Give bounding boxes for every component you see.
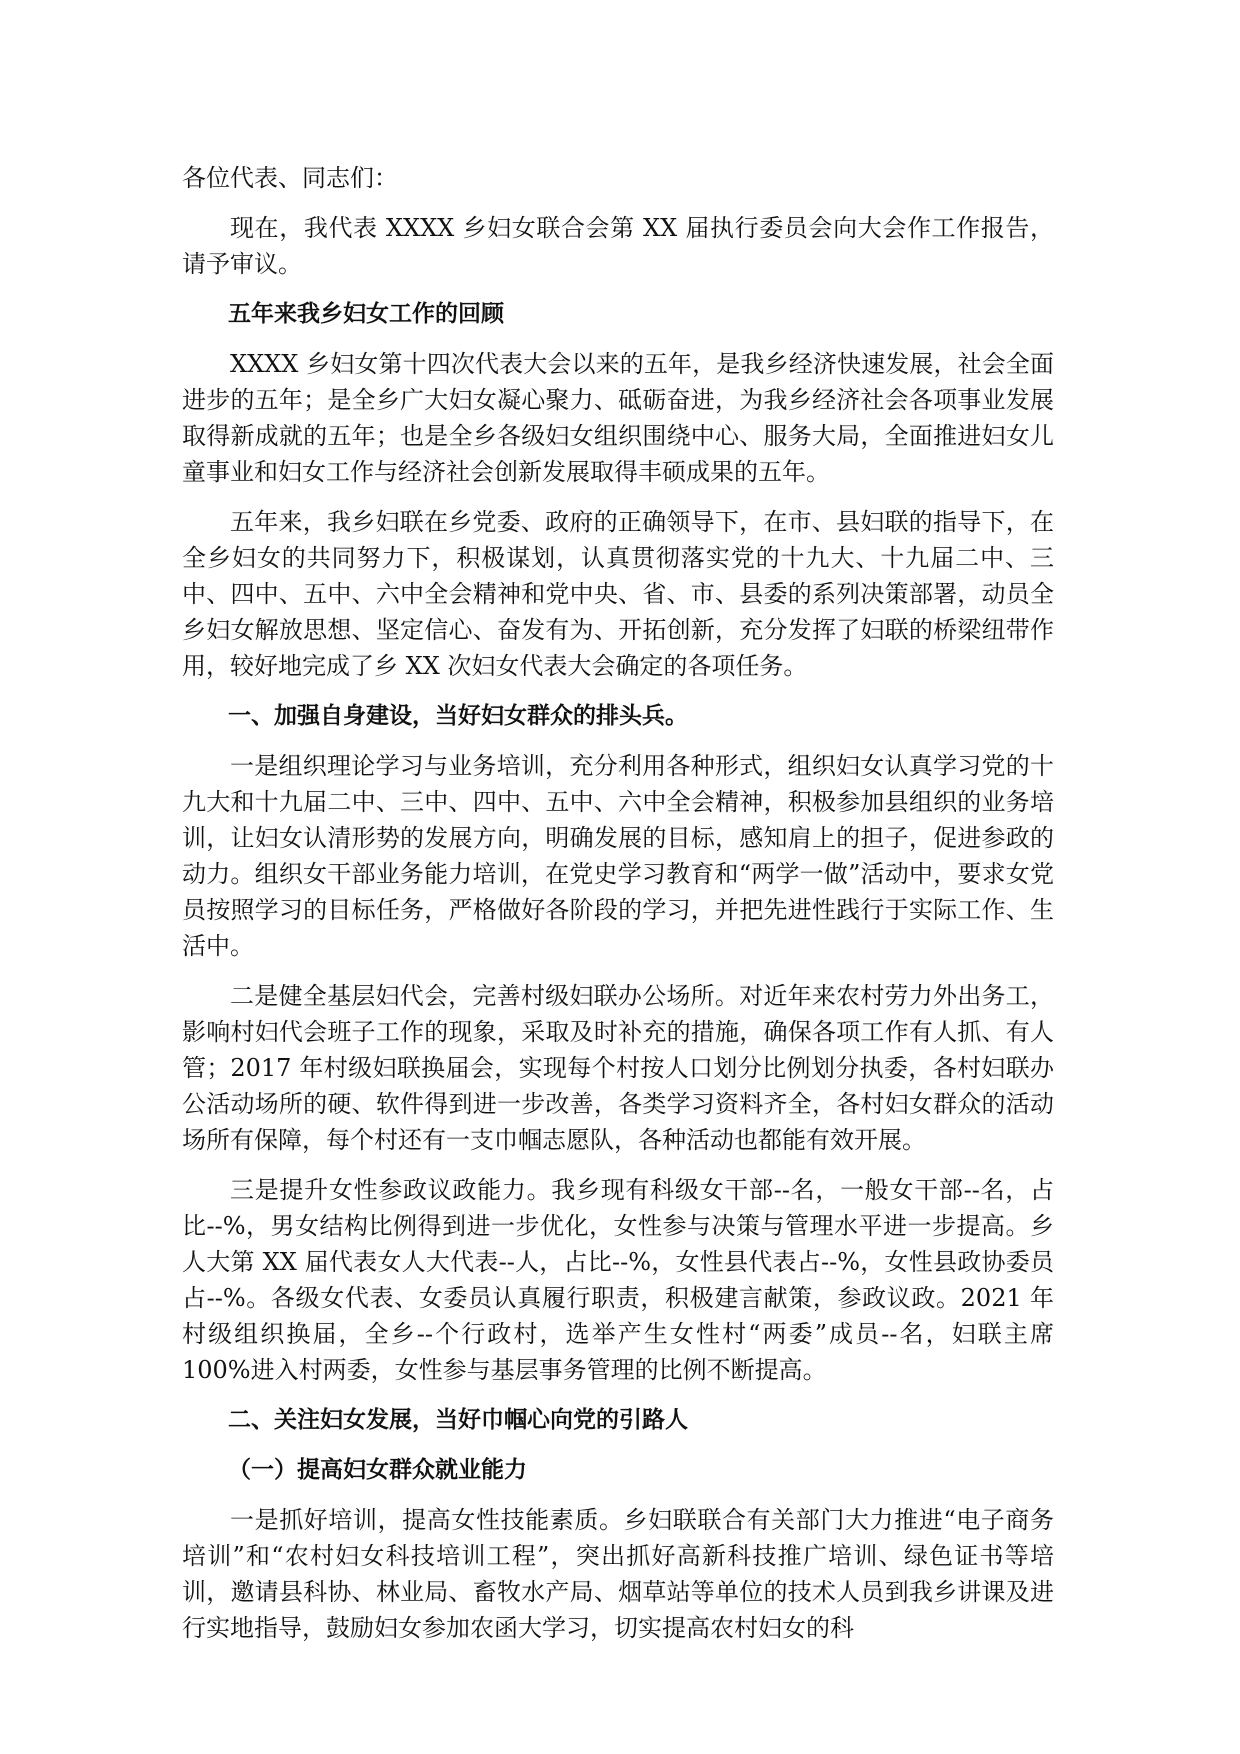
- document-body: [182, 160, 1054, 1660]
- section-2-paragraph-1: 一是抓好培训，提高女性技能素质。乡妇联联合有关部门大力推进“电子商务培训”和“农村妇女科技培训工程”，突出抓好高新科技推广培训、绿色证书等培训，邀请县科协、林业局、畜牧水产局、烟草站等单位的技术人员到我乡讲课及进行实地指导，鼓励妇女参加农函大学习，切实提高农村妇女的科: [182, 1506, 1054, 1642]
- review-paragraph-1: XXXX 乡妇女第十四次代表大会以来的五年，是我乡经济快速发展，社会全面进步的五年；是全乡广大妇女凝心聚力、砥砺奋进，为我乡经济社会各项事业发展取得新成就的五年；也是全乡各级妇女组织围绕中心、服务大局，全面推进妇女儿童事业和妇女工作与经济社会创新发展取得丰硕成果的五年。: [182, 350, 1054, 486]
- intro-paragraph: 现在，我代表 XXXX 乡妇女联合会第 XX 届执行委员会向大会作工作报告，请予审议。: [182, 214, 1054, 278]
- subsection-heading-2-1: （一）提高妇女群众就业能力: [228, 1457, 527, 1483]
- section-1-paragraph-3: 三是提升女性参政议政能力。我乡现有科级女干部--名，一般女干部--名，占比--%，男女结构比例得到进一步优化，女性参与决策与管理水平进一步提高。乡人大第 XX 届代表女人大代表--人，占比--%，女性县代表占--%，女性县政协委员占--%。各级女代表、女委员认真履行职责，积极建言献策，参政议政。2021 年村级组织换届，全乡--个行政村，选举产生女性村“两委”成员--名，妇联主席 100%进入村两委，女性参与基层事务管理的比例不断提高。: [182, 1176, 1054, 1384]
- section-heading-2: 二、关注妇女发展，当好巾帼心向党的引路人: [228, 1407, 688, 1433]
- review-paragraph-2: 五年来，我乡妇联在乡党委、政府的正确领导下，在市、县妇联的指导下，在全乡妇女的共同努力下，积极谋划，认真贯彻落实党的十九大、十九届二中、三中、四中、五中、六中全会精神和党中央、省、市、县委的系列决策部署，动员全乡妇女解放思想、坚定信心、奋发有为、开拓创新，充分发挥了妇联的桥梁纽带作用，较好地完成了乡 XX 次妇女代表大会确定的各项任务。: [182, 508, 1054, 680]
- salutation: 各位代表、同志们：: [182, 164, 398, 192]
- section-heading-review: 五年来我乡妇女工作的回顾: [228, 301, 504, 327]
- section-heading-1: 一、加强自身建设，当好妇女群众的排头兵。: [228, 703, 688, 729]
- section-1-paragraph-2: 二是健全基层妇代会，完善村级妇联办公场所。对近年来农村劳力外出务工，影响村妇代会班子工作的现象，采取及时补充的措施，确保各项工作有人抓、有人管；2017 年村级妇联换届会，实现每个村按人口划分比例划分执委，各村妇联办公活动场所的硬、软件得到进一步改善，各类学习资料齐全，各村妇女群众的活动场所有保障，每个村还有一支巾帼志愿队，各种活动也都能有效开展。: [182, 982, 1054, 1154]
- section-1-paragraph-1: 一是组织理论学习与业务培训，充分利用各种形式，组织妇女认真学习党的十九大和十九届二中、三中、四中、五中、六中全会精神，积极参加县组织的业务培训，让妇女认清形势的发展方向，明确发展的目标，感知肩上的担子，促进参政的动力。组织女干部业务能力培训，在党史学习教育和“两学一做”活动中，要求女党员按照学习的目标任务，严格做好各阶段的学习，并把先进性践行于实际工作、生活中。: [182, 752, 1054, 960]
